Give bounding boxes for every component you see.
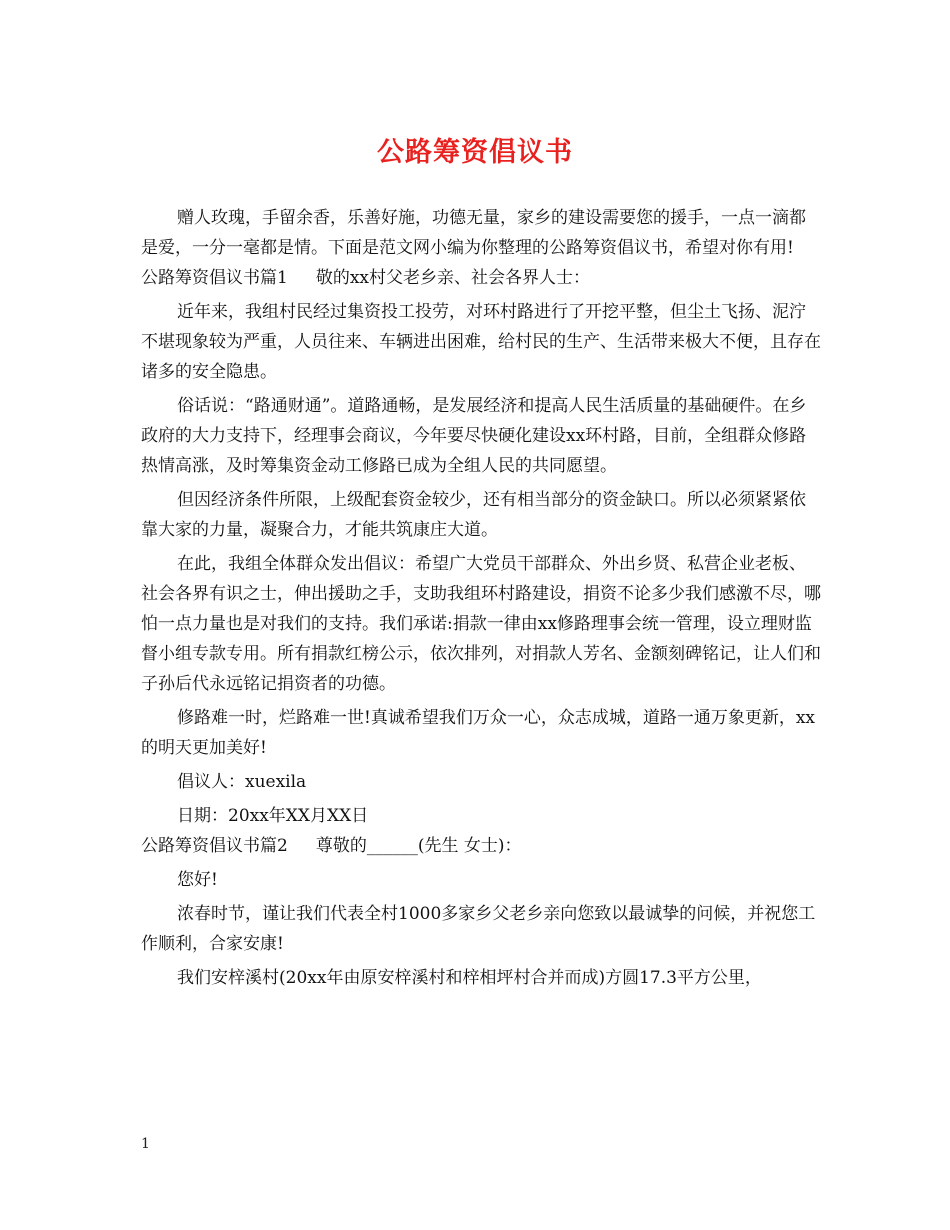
letter1-heading: 公路筹资倡议书篇1 — [141, 268, 288, 288]
letter2-heading: 公路筹资倡议书篇2 — [141, 836, 288, 856]
letter2-heading-line — [141, 831, 821, 861]
letter1-heading-line — [141, 263, 821, 293]
letter1-paragraph: 俗话说：“路通财通”。道路通畅，是发展经济和提高人民生活质量的基础硬件。在乡政府的大力支持下，经理事会商议，今年要尽快硬化建设xx环村路，目前，全组群众修路热情高涨，及时筹集资金动工修路已成为全组人民的共同愿望。 — [141, 396, 807, 476]
letter1-paragraph: 但因经济条件所限，上级配套资金较少，还有相当部分的资金缺口。所以必须紧紧依靠大家的力量，凝聚合力，才能共筑康庄大道。 — [141, 490, 806, 540]
letter1-paragraph: 修路难一时，烂路难一世!真诚希望我们万众一心，众志成城，道路一通万象更新，xx的明天更加美好! — [141, 708, 816, 758]
letter2-greeting: 您好! — [177, 870, 218, 890]
letter1-signer: 倡议人：xuexila — [177, 772, 307, 792]
letter1-paragraph: 在此，我组全体群众发出倡议：希望广大党员干部群众、外出乡贤、私营企业老板、社会各界有识之士，伸出援助之手，支助我组环村路建设，捐资不论多少我们感激不尽，哪怕一点力量也是对我们的支持。我们承诺:捐款一律由xx修路理事会统一管理，设立理财监督小组专款专用。所有捐款红榜公示，依次排列，对捐款人芳名、金额刻碑铭记，让人们和子孙后代永远铭记捐资者的功德。 — [141, 554, 821, 694]
letter2-paragraph: 我们安梓溪村(20xx年由原安梓溪村和梓相坪村合并而成)方圆17.3平方公里， — [177, 968, 762, 988]
letter1-paragraph: 近年来，我组村民经过集资投工投劳，对环村路进行了开挖平整，但尘土飞扬、泥泞不堪现象较为严重，人员往来、车辆进出困难，给村民的生产、生活带来极大不便，且存在诸多的安全隐患。 — [141, 302, 821, 382]
document-body — [141, 203, 821, 993]
document-title: 公路筹资倡议书 — [377, 137, 573, 168]
letter1-salutation: 敬的xx村父老乡亲、社会各界人士： — [315, 268, 591, 288]
letter2-paragraph: 浓春时节，谨让我们代表全村1000多家乡父老乡亲向您致以最诚挚的问候，并祝您工作顺利，合家安康! — [141, 904, 816, 954]
letter2-salutation: 尊敬的______(先生 女士)： — [315, 836, 522, 856]
intro-paragraph: 赠人玫瑰，手留余香，乐善好施，功德无量，家乡的建设需要您的援手，一点一滴都是爱，一分一毫都是情。下面是范文网小编为你整理的公路筹资倡议书，希望对你有用! — [141, 208, 806, 258]
letter1-date: 日期：20xx年XX月XX日 — [177, 806, 369, 826]
page-number: 1 — [141, 1136, 150, 1152]
